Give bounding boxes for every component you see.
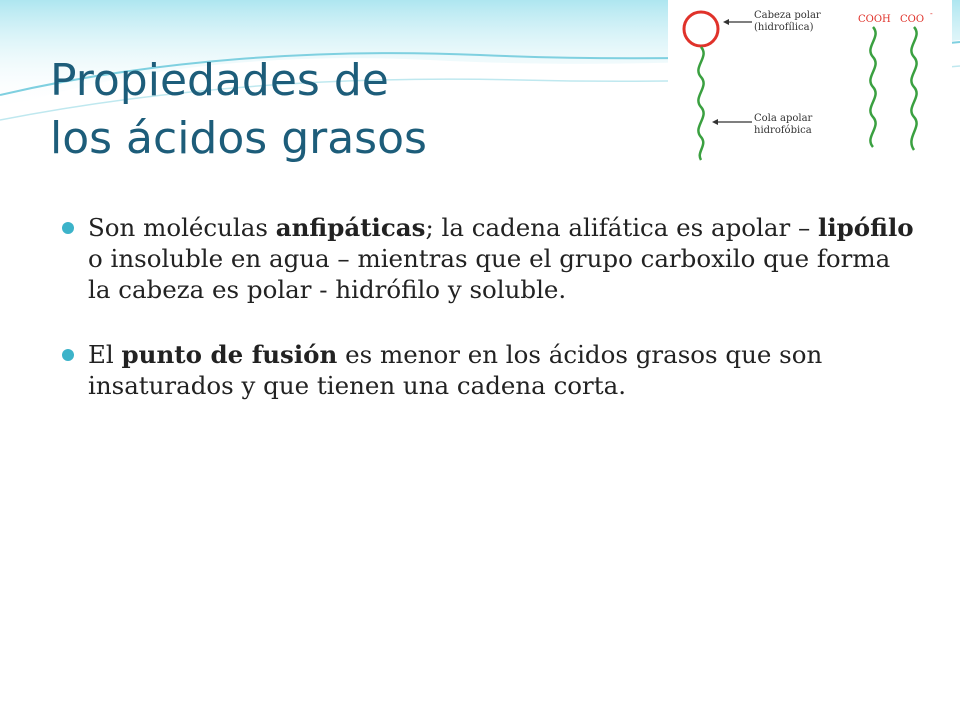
fatty-acid-diagram	[668, 0, 952, 166]
polar-head-circle	[684, 12, 718, 46]
fatty-acid-figure	[668, 0, 952, 166]
slide-body	[60, 212, 920, 401]
bullet-2-text-1: El	[88, 340, 122, 369]
bullet-1-bold-2: lipófilo	[818, 213, 914, 242]
bullet-anfipaticas	[60, 212, 920, 305]
cooh-label: COOH	[858, 14, 891, 25]
bullet-dot	[62, 222, 74, 234]
bullet-punto-fusion	[60, 339, 920, 401]
bullet-1-text-3: o insoluble en agua – mientras que el grupo carboxilo que forma la cabeza es polar - hidrófilo y soluble.	[88, 244, 891, 304]
bullet-2-bold-1: punto de fusión	[121, 340, 338, 369]
bullet-dot	[62, 349, 74, 361]
tail-label-1: Cola apolar	[754, 113, 813, 124]
head-label-1: Cabeza polar	[754, 10, 821, 21]
title-line-2: los ácidos grasos	[50, 113, 427, 164]
cooh-chain	[870, 27, 875, 147]
coo-superscript: -	[930, 9, 933, 18]
bullet-1-bold-1: anfipáticas	[275, 213, 426, 242]
bullet-1-text-2: ; la cadena alifática es apolar –	[425, 213, 819, 242]
slide-title	[50, 52, 427, 168]
head-label-2: (hidrofílica)	[754, 22, 814, 33]
title-line-1: Propiedades de	[50, 55, 389, 106]
coo-label: COO	[900, 14, 925, 25]
bullet-1-text-1: Son moléculas	[88, 213, 276, 242]
bullet-2-text-2: es menor en los ácidos grasos que son insaturados y que tienen una cadena corta.	[88, 340, 823, 400]
hydrophobic-tail-chain	[698, 47, 703, 160]
coo-chain	[911, 27, 916, 150]
tail-label-2: hidrofóbica	[754, 125, 812, 136]
